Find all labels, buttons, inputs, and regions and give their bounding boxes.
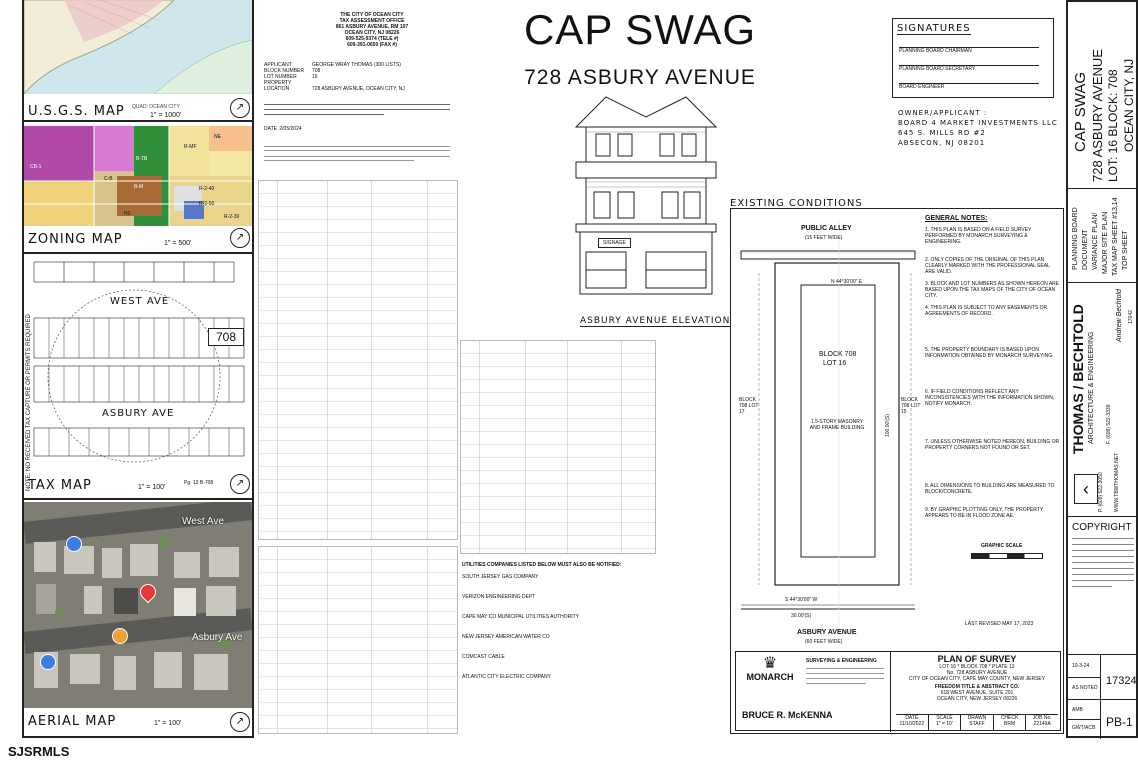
signage-label: SIGNAGE	[598, 238, 631, 248]
sheet-number: PB-1	[1106, 715, 1133, 729]
note-item: 4. THIS PLAN IS SUBJECT TO ANY EASEMENTS OR AGREEMENTS OF RECORD.	[925, 305, 1048, 317]
tax-parcels	[24, 256, 252, 471]
firm-name: THOMAS / BECHTOLD	[1070, 304, 1086, 454]
aerial-scale: 1" = 100'	[154, 720, 182, 727]
street-label-asbury-ave: ASBURY AVE	[102, 408, 175, 419]
zoning-colors	[24, 126, 252, 226]
job-label: JOB No.	[1032, 715, 1052, 721]
signature-line: BOARD ENGINEER	[899, 83, 1039, 90]
date-label: DATE	[905, 715, 919, 721]
owner-city: ABSECON, NJ 08201	[898, 139, 986, 147]
surveyor-name: BRUCE R. McKENNA	[742, 710, 833, 720]
tax-sheet: Pg. 13 B-708	[184, 480, 214, 486]
asbury-avenue-label: ASBURY AVENUE	[797, 629, 857, 636]
title-block	[1066, 0, 1138, 738]
architect-signature: Andrew Bechtold	[1116, 289, 1123, 342]
zone-label: C-B	[104, 176, 113, 182]
zoning-map-image	[24, 126, 252, 226]
cert-footnotes	[264, 144, 450, 172]
firm-web: WWW.TBWTHOMAS.NET	[1114, 452, 1120, 512]
zoning-scale: 1" = 500'	[164, 240, 192, 247]
utilities-heading: UTILITIES COMPANIES LISTED BELOW MUST ALSO BE NOTIFIED:	[462, 562, 622, 568]
note-item: 3. BLOCK AND LOT NUMBERS AS SHOWN HEREON ARE BASED UPON THE TAX MAPS OF THE CITY OF OCEAN CITY.	[925, 281, 1060, 299]
elevation-label: ASBURY AVENUE ELEVATION	[580, 316, 731, 326]
title-block-firm	[1068, 284, 1136, 517]
tax-scale: 1" = 100'	[138, 484, 166, 491]
usgs-map-panel	[24, 0, 252, 122]
owner-heading: OWNER/APPLICANT :	[898, 109, 988, 117]
plan-of-survey-title: PLAN OF SURVEY	[937, 654, 1017, 664]
meta-drawn: AMB	[1072, 707, 1083, 713]
block-label: BLOCK NUMBER	[264, 68, 305, 74]
signatures-box	[892, 18, 1054, 98]
architect-license: 17642	[1128, 310, 1134, 324]
monarch-info	[806, 666, 884, 692]
zoning-map-label: ZONING MAP	[28, 232, 123, 247]
elevation-drawing	[566, 92, 726, 308]
title-block-project	[1068, 2, 1136, 189]
building-label: 1.5-STORY MASONRY AND FRAME BUILDING	[809, 419, 865, 431]
tax-vertical-note: NOTE: NO RECEIVED TAX CAPTURE OR PERMITS REQUIRED	[26, 314, 32, 491]
zone-label: CB-1	[30, 164, 42, 170]
firm-logo-icon: ‹	[1074, 474, 1098, 504]
project-name-vertical: CAP SWAG	[1072, 71, 1089, 152]
owner-street: 645 S. MILLS RD #2	[898, 129, 986, 137]
note-item: 7. UNLESS OTHERWISE NOTED HEREON, BUILDING OR PROPERTY CORNERS NOT FOUND OR SET.	[925, 439, 1060, 451]
survey-meta-row	[896, 714, 1058, 731]
north-arrow-icon: ↗	[230, 228, 250, 248]
meta-checked: GWT/ACB	[1072, 725, 1096, 731]
firm-sub: ARCHITECTURE & ENGINEERING	[1088, 331, 1095, 444]
aerial-map-panel	[24, 502, 252, 736]
distance-label: 30.00'(S)	[791, 613, 812, 619]
poi-pin-icon	[112, 628, 128, 644]
doc-line: TOP SHEET	[1122, 230, 1129, 270]
usgs-map-image	[24, 0, 252, 94]
survey-for: OCEAN CITY, NEW JERSEY 08226	[936, 696, 1018, 702]
zoning-map-panel	[24, 124, 252, 254]
owner-list-table	[460, 340, 656, 554]
general-notes	[925, 215, 1061, 537]
last-revised: LAST REVISED MAY 17, 2023	[965, 621, 1034, 627]
scale-value: 1" = 10'	[936, 721, 953, 727]
title-block-document	[1068, 190, 1136, 283]
org-line: 609-525-9374 (TELE #)	[345, 36, 399, 42]
certification-sheet	[258, 4, 458, 176]
survey-line: LOT 16 * BLOCK 708 * PLATE 13	[939, 664, 1015, 670]
survey-title-block	[735, 651, 1061, 731]
aerial-map-label: AERIAL MAP	[28, 714, 117, 729]
project-title: CAP SWAG	[523, 6, 757, 53]
lot-label: LOT NUMBER	[264, 74, 297, 80]
usgs-map-label: U.S.G.S. MAP	[28, 104, 125, 119]
note-item: 8. ALL DIMENSIONS TO BUILDING ARE MEASURED TO BLOCK/CONCRETE.	[925, 483, 1055, 495]
job-value: 22149A	[1033, 721, 1051, 727]
note-item: 1. THIS PLAN IS BASED ON A FIELD SURVEY PERFORMED BY MONARCH SURVEYING & ENGINEERING.	[925, 227, 1032, 245]
adjacent-block-15: BLOCK 708 LOT 15	[901, 397, 921, 415]
owner-name: BOARD 4 MARKET INVESTMENTS LLC	[898, 119, 1058, 127]
location-value: 728 ASBURY AVENUE, OCEAN CITY, NJ	[312, 86, 405, 92]
existing-conditions-label: EXISTING CONDITIONS	[730, 198, 863, 209]
zone-label: B-TB	[136, 156, 148, 162]
bearing-top: N 44°30'00" E	[831, 279, 863, 285]
building-elevation	[566, 92, 726, 308]
utilities-list	[462, 562, 652, 712]
zone-label: R-2-40	[199, 186, 215, 192]
meta-date: 10-3-24	[1072, 663, 1090, 669]
survey-line: No. 728 ASBURY AVENUE	[946, 670, 1008, 676]
utility-entry: CAPE MAY CO MUNICIPAL UTILITIES AUTHORITY	[462, 614, 580, 620]
project-address: 728 ASBURY AVENUE	[524, 66, 756, 89]
aerial-street-west-ave: West Ave	[182, 516, 224, 527]
doc-line: VARIANCE PLAN/	[1092, 212, 1099, 270]
crown-icon: ♛	[762, 655, 778, 672]
copyright-text	[1072, 536, 1134, 606]
utility-entry: VERIZON ENGINEERING DEPT	[462, 594, 536, 600]
utility-entry: ATLANTIC CITY ELECTRIC COMPANY	[462, 674, 551, 680]
survey-sheet	[730, 208, 1064, 734]
scale-label: SCALE	[936, 715, 953, 721]
project-lotblock-vertical: LOT: 16 BLOCK: 708	[1106, 69, 1120, 182]
graphic-scale-bar	[971, 553, 1043, 559]
utility-entry: COMCAST CABLE	[462, 654, 505, 660]
utility-entry: SOUTH JERSEY GAS COMPANY	[462, 574, 539, 580]
doc-line: DOCUMENT	[1082, 229, 1089, 270]
public-alley-width: (15 FEET WIDE)	[805, 235, 843, 241]
zone-label: B-M	[134, 184, 144, 190]
org-line: 609-391-0650 (FAX #)	[347, 42, 397, 48]
drawn-value: STAFF	[969, 721, 985, 727]
mls-watermark: SJSRMLS	[8, 744, 70, 759]
note-item: 6. IF FIELD CONDITIONS REFLECT ANY INCONSISTENCIES WITH THE INFORMATION SHOWN, NOTIFY MONARCH.	[925, 389, 1055, 407]
org-line: TAX ASSESSMENT OFFICE	[339, 18, 405, 24]
zone-label: H2	[124, 211, 131, 217]
depth-label: 100.00'(S)	[885, 414, 891, 437]
zone-label: R-MF	[184, 144, 197, 150]
monarch-logo	[740, 656, 800, 692]
drawn-label: DRAWN	[967, 715, 987, 721]
adjacent-block-17: BLOCK 708 LOT 17	[739, 397, 759, 415]
note-item: 2. ONLY COPIES OF THE ORIGINAL OF THIS PLAN CLEARLY MARKED WITH THE PROFESSIONAL SEAL ARE VALID.	[925, 257, 1050, 275]
usgs-scale: 1" = 1000'	[150, 112, 182, 119]
date-label: DATE	[264, 126, 277, 132]
utility-entry: NEW JERSEY AMERICAN WATER CO	[462, 634, 550, 640]
lot-label: LOT 16	[823, 360, 847, 367]
usgs-quad-note: QUAD: OCEAN CITY	[132, 104, 180, 110]
firm-fax: F. (609) 522-3339	[1106, 404, 1112, 444]
usgs-land-shape	[24, 0, 252, 94]
bearing-bottom: S 44°30'00" W	[785, 597, 818, 603]
street-label-west-ave: WEST AVE	[110, 296, 170, 307]
doc-line: PLANNING BOARD	[1072, 207, 1079, 270]
applicant-value: GEORGE WRAY THOMAS (300 LISTS)	[312, 62, 401, 68]
note-item: 5. THE PROPERTY BOUNDARY IS BASED UPON INFORMATION OBTAINED BY MONARCH SURVEYING.	[925, 347, 1054, 359]
check-label: CHECK	[1000, 715, 1019, 721]
doc-line: TAX MAP SHEET #13,14	[1112, 197, 1119, 276]
firm-phone: P. (609) 522-3050	[1098, 472, 1104, 512]
location-label: PROPERTY LOCATION	[264, 80, 292, 92]
aerial-map-image	[24, 502, 252, 708]
aerial-street-asbury-ave: Asbury Ave	[192, 632, 243, 643]
zone-label: NE	[214, 134, 221, 140]
zone-label: R-2-50	[199, 201, 215, 207]
north-arrow-icon: ↗	[230, 98, 250, 118]
lot-value: 16	[312, 74, 318, 80]
owner-block	[898, 108, 1058, 148]
survey-for: 618 WEST AVENUE, SUITE 201	[940, 690, 1014, 696]
poi-pin-icon	[40, 654, 56, 670]
project-city-vertical: OCEAN CITY, NJ	[1122, 58, 1136, 152]
survey-for: FREEDOM TITLE & ABSTRACT CO.	[934, 684, 1020, 690]
doc-line: MAJOR SITE PLAN	[1102, 211, 1109, 274]
org-line: THE CITY OF OCEAN CITY	[340, 12, 404, 18]
signatures-title: SIGNATURES	[897, 23, 971, 34]
monarch-name: MONARCH	[746, 672, 794, 682]
org-line: OCEAN CITY, NJ 08226	[344, 30, 400, 36]
block-value: 708	[312, 68, 321, 74]
signature-line: PLANNING BOARD CHAIRMAN	[899, 47, 1039, 54]
survey-plan	[735, 213, 921, 649]
graphic-scale-label: GRAPHIC SCALE	[981, 543, 1023, 549]
general-notes-title: GENERAL NOTES:	[925, 215, 988, 222]
public-alley-label: PUBLIC ALLEY	[801, 225, 852, 232]
survey-line: CITY OF OCEAN CITY, CAPE MAY COUNTY, NEW JERSEY	[908, 676, 1046, 682]
tax-map-panel	[24, 256, 252, 500]
date-value: 11/10/2022	[899, 721, 925, 727]
monarch-sub: SURVEYING & ENGINEERING	[806, 658, 877, 664]
applicant-label: APPLICANT	[264, 62, 292, 68]
zone-label: R-2-30	[224, 214, 240, 220]
north-arrow-icon: ↗	[230, 712, 250, 732]
copyright-label: COPYRIGHT	[1072, 522, 1132, 533]
owner-list-table	[258, 180, 458, 540]
poi-pin-icon	[66, 536, 82, 552]
aerial-photo	[24, 502, 252, 708]
note-item: 9. BY GRAPHIC PLOTTING ONLY, THE PROPERTY APPEARS TO BE IN FLOOD ZONE AE.	[925, 507, 1044, 519]
title-block-meta	[1068, 654, 1136, 739]
date-value: 2/05/2024	[279, 126, 302, 132]
meta-scale: AS NOTED	[1072, 685, 1098, 691]
block-label: BLOCK 708	[819, 351, 857, 358]
lot-badge: 708	[208, 328, 244, 346]
asbury-avenue-width: (60 FEET WIDE)	[805, 639, 843, 645]
signature-line: PLANNING BOARD SECRETARY	[899, 65, 1039, 72]
job-number: 17324	[1106, 675, 1137, 687]
north-arrow-icon: ↗	[230, 474, 250, 494]
check-value: BRM	[1004, 721, 1016, 727]
owner-list-table	[258, 546, 458, 734]
cert-text-block	[264, 102, 450, 120]
tax-map-label: TAX MAP	[28, 478, 92, 493]
org-line: 861 ASBURY AVENUE, RM 107	[335, 24, 409, 30]
project-address-vertical: 728 ASBURY AVENUE	[1090, 49, 1105, 182]
survey-drawing	[735, 213, 921, 649]
